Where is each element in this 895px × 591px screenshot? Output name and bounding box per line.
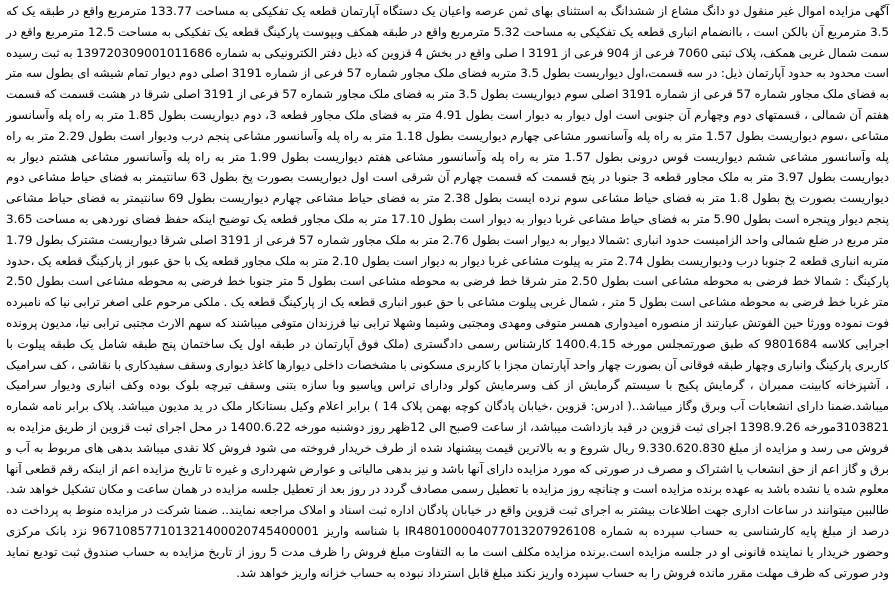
auction-notice-text: آگهی مزایده اموال غیر منقول دو دانگ مشاع از ششدانگ به استثنای بهای ثمن عرصه واعیان یک دستگاه آپارتمان قطعه یک تفکیکی به مساحت 133.77 مترمربع واقع در طبقه یک که 3.5 مترمربع آن بالکن است ، باانضمام انباری قطعه یک تفکیکی به مساحت 5.32 مترمربع واقع در طبقه همکف وبپوست پارکینگ قطعه یک تفکیکی به مساحت 12.5 مترمربع واقع در سمت شمال غربی همکف، پلاک ثبتی 7060 فرعی از 904 فرعی از 3191 ا صلی واقع در بخش 4 قزوین که ذیل دفتر الکترونیکی به شماره 139720309001011686 به ثبت رسیده است محدود به حدود آپارتمان ذیل: در سه قسمت،اول دیواریست بطول 3.5 متربه فضای ملک مجاور شماره 57 فرعی از شماره 3191 اصلی دوم دیوار تمام شیشه ای بطول سه متر به فضای ملک مجاور شماره 57 فرعی از شماره 3191 اصلی سوم دیواریست بطول 3.5 متر به فضای ملک مجاور شماره 57 فرعی از 3191 اصلی شرقا در هشت قسمت که قسمت هفتم آن شمالی ، قسمتهای دوم وچهارم آن جنوبی است اول دیوار به دیوار است بطول 4.91 متر به فضای ملک مجاور قطعه 3، دوم دیواریست بطول 1.85 متر به راه پله وآسانسور مشاعی ،سوم دیواریست بطول 1.57 متر به راه پله وآسانسور مشاعی چهارم دیواریست بطول 1.18 متر به راه پله وآسانسور مشاعی پنجم درب ودیوار است بطول 2.29 متر به راه پله وآسانسور مشاعی ششم دیواریست قوس درونی بطول 1.57 متر به راه پله وآسانسور مشاعی هفتم دیواریست بطول 1.99 متر به راه پله وآسانسور مشاعی هشتم دیوار به دیواریست بطول 3.97 متر به ملک مجاور قطعه 3 جنوبا در پنج قسمت که قسمت چهارم آن شرقی است اول دیواریست بصورت پخ بطول 63 سانتیمتر به فضای حیاط مشاعی دوم دیواریست بصورت پخ بطول 1.8 متر به فضای حیاط مشاعی سوم نرده ایست بطول 2.38 متر به فضای حیاط مشاعی چهارم دیواریست بطول 69 سانتیمتر به فضای حیاط مشاعی پنجم دیوار وپنجره است بطول 5.90 متر به فضای حیاط مشاعی غربا دیوار به دیوار است بطول 17.10 متر به ملک مجاور قطعه یک توضیح اینکه حفظ فضای نوردهی به مساحت 3.65 متر مربع در ضلع شمالی واحد الزامیست حدود انباری :شمالا دیوار به دیوار است بطول 2.76 متر به ملک مجاور شماره 57 فرعی از 3191 اصلی شرقا دیواریست مشترک بطول 1.79 متربه انباری قطعه 2 جنوبا درب ودیواریست بطول 2.74 متر به پیلوت مشاعی غربا دیوار به دیوار است بطول 2.10 متر به ملک مجاور قطعه یک با حق عبور از پارکینگ قطعه یک ،حدود پارکینگ : شمالا خط فرضی به محوطه مشاعی است بطول 2.50 متر شرقا خط فرضی به محوطه مشاعی است بطول 5 متر جنوبا خط فرضی به محوطه مشاعی است بطول 2.50 متر غربا خط فرضی به محوطه مشاعی است بطول 5 متر ، شمال غربی پیلوت مشاعی با حق عبور انباری قطعه یک از پارکینگ قطعه یک . ملکی مرحوم علی اصغر ترابی نیا که نامبرده فوت نموده وورثا حین الفوتش عبارتند از منصوره امیدواری همسر متوفی ومهدی ومجتبی وشیما وشهلا ترابی نیا فرزندان متوفی میباشند که سهم الارث مجتبی ترابی نیا، مدیون پرونده اجرایی کلاسه 9801684 که طبق صورتمجلس مورخه 1400.4.15 کارشناس رسمی دادگستری (ملک فوق آپارتمان در طبقه اول یک ساختمان پنج طبقه شامل یک طبقه پیلوت با کاربری پارکینگ وانباری وچهار طبقه فوقانی آن بصورت چهار واحد آپارتمان مجزا با کاربری مسکونی با مشخصات داخلی دیوارها کاغذ دیواری وسقف سفیدکاری با نقاشی ، کف سرامیک ، آشپزخانه کابینت ممبران ، گرمایش پکیج با سیستم گرمایش از کف وسرمایش کولر ودارای تراس وپاسیو وبا سازه بتنی وسقف تیرچه بلوک بوده وکف انباری ودیوار سرامیک میباشد.ضمنا دارای انشعابات آب وبرق وگاز میباشد..( ادرس: قزوین ،خیابان پادگان کوچه بهمن پلاک 14 ) برابر اعلام وکیل بستانکار ملک در ید مدیون میباشد. پلاک برابر نامه شماره 3103821مورخه 1398.9.26 اجرای ثبت قزوین در قید بازداشت میباشد، از ساعت 9صبح الی 12ظهر روز دوشنبه مورخه 1400.6.22 در محل اجرای ثبت قزوین از طریق مزایده به فروش می رسد و مزایده از مبلغ 9.330.620.830 ریال شروع و به بالاترین قیمت پیشنهاد شده از طرف خریدار فروخته می شود فروش کلا نقدی میباشد بدهی های مربوط به آب و برق و گاز اعم از حق انشعاب یا اشتراک و مصرف در صورتی که مورد مزایده دارای آنها باشد و نیز بدهی مالیاتی و عوارض شهرداری و غیره تا تاریخ مزایده اعم از اینکه رقم قطعی آنها معلوم شده یا نشده باشد به عهده برنده مزایده است و چنانچه روز مزایده با تعطیل رسمی مصادف گردد در روز بعد از تعطیل جلسه مزایده در همان ساعت و مکان تشکیل خواهد شد. طالبین میتوانند در ساعات اداری جهت اطلاعات بیشتر به اجرای ثبت قزوین واقع در خیابان پادگان اداره ثبت اسناد و املاک مراجعه نمایند.. ضمنا شرکت در مزایده منوط به پرداخت ده درصد از مبلغ پایه کارشناسی به حساب سپرده به شماره IR480100004077013207926108 با شناسه واریز 967108577101321400020745400001 نزد بانک مرکزی وحضور خریدار یا نماینده قانونی او در جلسه مزایده است.برنده مزایده مکلف است ما به التفاوت مبلغ فروش را ظرف مدت 5 روز از تاریخ مزایده به حساب صندوق ثبت تودیع نماید ودر صورتی که ظرف مهلت مقرر مانده فروش را به حساب سپرده واریز نکند مبلغ قابل استرداد نبوده به حساب خزانه واریز خواهد شد. [6,4,890,580]
